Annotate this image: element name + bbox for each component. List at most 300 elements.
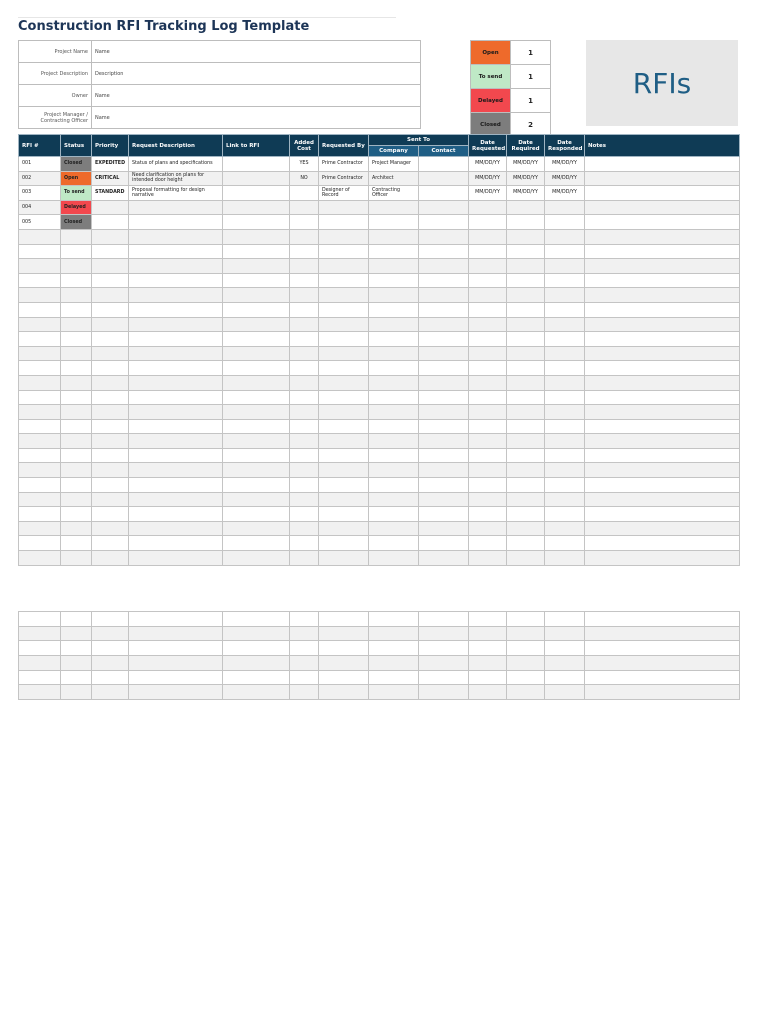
date-responded-cell[interactable] [545, 390, 585, 405]
date-required-cell[interactable] [507, 259, 545, 274]
table-row[interactable] [19, 612, 740, 627]
priority-cell[interactable] [92, 641, 129, 656]
date-requested-cell[interactable] [469, 302, 507, 317]
description-cell[interactable] [129, 332, 223, 347]
date-required-cell[interactable] [507, 507, 545, 522]
priority-cell[interactable] [92, 419, 129, 434]
requested-by-cell[interactable] [319, 273, 369, 288]
company-cell[interactable] [369, 463, 419, 478]
date-responded-cell[interactable] [545, 361, 585, 376]
added-cost-cell[interactable] [290, 463, 319, 478]
rfi-number-cell[interactable] [19, 419, 61, 434]
priority-cell[interactable] [92, 273, 129, 288]
added-cost-cell[interactable] [290, 375, 319, 390]
status-cell[interactable] [61, 375, 92, 390]
priority-cell[interactable] [92, 521, 129, 536]
company-cell[interactable] [369, 244, 419, 259]
date-required-cell[interactable] [507, 670, 545, 685]
date-required-cell[interactable] [507, 200, 545, 215]
date-required-cell[interactable] [507, 478, 545, 493]
date-responded-cell[interactable]: MM/DD/YY [545, 157, 585, 172]
table-row[interactable] [19, 492, 740, 507]
description-cell[interactable] [129, 273, 223, 288]
notes-cell[interactable] [585, 346, 740, 361]
contact-cell[interactable] [419, 521, 469, 536]
date-requested-cell[interactable] [469, 641, 507, 656]
priority-cell[interactable] [92, 302, 129, 317]
date-required-cell[interactable] [507, 288, 545, 303]
contact-cell[interactable] [419, 463, 469, 478]
date-requested-cell[interactable] [469, 478, 507, 493]
contact-cell[interactable] [419, 302, 469, 317]
date-required-cell[interactable] [507, 361, 545, 376]
date-required-cell[interactable] [507, 551, 545, 566]
rfi-number-cell[interactable] [19, 346, 61, 361]
company-cell[interactable] [369, 288, 419, 303]
rfi-number-cell[interactable] [19, 641, 61, 656]
description-cell[interactable] [129, 507, 223, 522]
link-cell[interactable] [223, 259, 290, 274]
added-cost-cell[interactable] [290, 656, 319, 671]
added-cost-cell[interactable] [290, 405, 319, 420]
status-cell[interactable] [61, 346, 92, 361]
date-responded-cell[interactable] [545, 405, 585, 420]
description-cell[interactable] [129, 346, 223, 361]
status-cell[interactable] [61, 244, 92, 259]
rfi-number-cell[interactable]: 001 [19, 157, 61, 172]
table-row[interactable] [19, 670, 740, 685]
priority-cell[interactable] [92, 229, 129, 244]
date-responded-cell[interactable] [545, 419, 585, 434]
date-requested-cell[interactable] [469, 507, 507, 522]
table-row[interactable] [19, 332, 740, 347]
requested-by-cell[interactable] [319, 551, 369, 566]
date-required-cell[interactable] [507, 244, 545, 259]
requested-by-cell[interactable] [319, 536, 369, 551]
date-required-cell[interactable] [507, 229, 545, 244]
link-cell[interactable] [223, 521, 290, 536]
date-required-cell[interactable] [507, 492, 545, 507]
date-required-cell[interactable] [507, 332, 545, 347]
date-requested-cell[interactable]: MM/DD/YY [469, 186, 507, 201]
added-cost-cell[interactable] [290, 346, 319, 361]
table-row[interactable] [19, 186, 740, 201]
company-cell[interactable] [369, 317, 419, 332]
project-manager-value[interactable]: Name [92, 107, 421, 129]
contact-cell[interactable] [419, 656, 469, 671]
notes-cell[interactable] [585, 405, 740, 420]
status-cell[interactable] [61, 332, 92, 347]
company-cell[interactable] [369, 375, 419, 390]
added-cost-cell[interactable] [290, 259, 319, 274]
date-responded-cell[interactable] [545, 612, 585, 627]
table-row[interactable] [19, 626, 740, 641]
table-row[interactable] [19, 200, 740, 215]
link-cell[interactable] [223, 288, 290, 303]
company-cell[interactable] [369, 670, 419, 685]
table-row[interactable] [19, 346, 740, 361]
requested-by-cell[interactable] [319, 685, 369, 700]
requested-by-cell[interactable] [319, 390, 369, 405]
description-cell[interactable] [129, 626, 223, 641]
link-cell[interactable] [223, 361, 290, 376]
date-responded-cell[interactable] [545, 229, 585, 244]
status-cell[interactable] [61, 685, 92, 700]
status-cell[interactable] [61, 463, 92, 478]
added-cost-cell[interactable] [290, 200, 319, 215]
added-cost-cell[interactable] [290, 317, 319, 332]
status-cell[interactable] [61, 507, 92, 522]
status-cell[interactable] [61, 405, 92, 420]
priority-cell[interactable]: EXPEDITED [92, 157, 129, 172]
priority-cell[interactable] [92, 405, 129, 420]
date-responded-cell[interactable] [545, 478, 585, 493]
status-cell[interactable]: Delayed [61, 200, 92, 215]
requested-by-cell[interactable] [319, 521, 369, 536]
date-responded-cell[interactable] [545, 536, 585, 551]
date-responded-cell[interactable] [545, 641, 585, 656]
date-requested-cell[interactable] [469, 390, 507, 405]
priority-cell[interactable] [92, 361, 129, 376]
company-cell[interactable] [369, 536, 419, 551]
requested-by-cell[interactable] [319, 361, 369, 376]
notes-cell[interactable] [585, 507, 740, 522]
requested-by-cell[interactable] [319, 419, 369, 434]
added-cost-cell[interactable] [290, 685, 319, 700]
table-row[interactable] [19, 641, 740, 656]
notes-cell[interactable] [585, 259, 740, 274]
rfi-number-cell[interactable] [19, 405, 61, 420]
rfi-number-cell[interactable] [19, 390, 61, 405]
status-cell[interactable]: To send [61, 186, 92, 201]
priority-cell[interactable] [92, 259, 129, 274]
date-requested-cell[interactable] [469, 551, 507, 566]
notes-cell[interactable] [585, 200, 740, 215]
company-cell[interactable] [369, 419, 419, 434]
requested-by-cell[interactable] [319, 656, 369, 671]
link-cell[interactable] [223, 641, 290, 656]
contact-cell[interactable] [419, 346, 469, 361]
date-requested-cell[interactable] [469, 463, 507, 478]
date-required-cell[interactable] [507, 463, 545, 478]
notes-cell[interactable] [585, 612, 740, 627]
notes-cell[interactable] [585, 244, 740, 259]
rfi-number-cell[interactable] [19, 507, 61, 522]
company-cell[interactable] [369, 302, 419, 317]
date-responded-cell[interactable] [545, 332, 585, 347]
date-requested-cell[interactable] [469, 656, 507, 671]
table-row[interactable] [19, 463, 740, 478]
requested-by-cell[interactable] [319, 507, 369, 522]
notes-cell[interactable] [585, 215, 740, 230]
link-cell[interactable] [223, 157, 290, 172]
status-cell[interactable] [61, 419, 92, 434]
date-responded-cell[interactable] [545, 346, 585, 361]
description-cell[interactable] [129, 302, 223, 317]
company-cell[interactable] [369, 626, 419, 641]
date-requested-cell[interactable] [469, 536, 507, 551]
link-cell[interactable] [223, 390, 290, 405]
owner-value[interactable]: Name [92, 85, 421, 107]
table-row[interactable] [19, 478, 740, 493]
link-cell[interactable] [223, 551, 290, 566]
description-cell[interactable] [129, 200, 223, 215]
table-row[interactable] [19, 317, 740, 332]
description-cell[interactable]: Proposal formatting for design narrative [129, 186, 223, 201]
description-cell[interactable] [129, 478, 223, 493]
added-cost-cell[interactable] [290, 273, 319, 288]
link-cell[interactable] [223, 478, 290, 493]
priority-cell[interactable] [92, 670, 129, 685]
company-cell[interactable] [369, 507, 419, 522]
date-responded-cell[interactable] [545, 375, 585, 390]
status-cell[interactable] [61, 259, 92, 274]
date-responded-cell[interactable] [545, 670, 585, 685]
description-cell[interactable] [129, 463, 223, 478]
requested-by-cell[interactable]: Prime Contractor [319, 157, 369, 172]
rfi-number-cell[interactable] [19, 448, 61, 463]
date-required-cell[interactable] [507, 390, 545, 405]
table-row[interactable] [19, 405, 740, 420]
rfi-number-cell[interactable]: 003 [19, 186, 61, 201]
date-requested-cell[interactable] [469, 259, 507, 274]
date-required-cell[interactable] [507, 641, 545, 656]
description-cell[interactable] [129, 492, 223, 507]
date-requested-cell[interactable]: MM/DD/YY [469, 157, 507, 172]
status-cell[interactable] [61, 626, 92, 641]
notes-cell[interactable] [585, 157, 740, 172]
rfi-number-cell[interactable] [19, 478, 61, 493]
company-cell[interactable] [369, 612, 419, 627]
added-cost-cell[interactable] [290, 244, 319, 259]
status-cell[interactable] [61, 434, 92, 449]
contact-cell[interactable] [419, 200, 469, 215]
notes-cell[interactable] [585, 536, 740, 551]
date-required-cell[interactable] [507, 612, 545, 627]
link-cell[interactable] [223, 419, 290, 434]
contact-cell[interactable] [419, 215, 469, 230]
notes-cell[interactable] [585, 419, 740, 434]
link-cell[interactable] [223, 302, 290, 317]
date-responded-cell[interactable] [545, 626, 585, 641]
rfi-number-cell[interactable] [19, 259, 61, 274]
priority-cell[interactable] [92, 685, 129, 700]
requested-by-cell[interactable] [319, 200, 369, 215]
rfi-number-cell[interactable] [19, 685, 61, 700]
table-row[interactable] [19, 390, 740, 405]
requested-by-cell[interactable] [319, 302, 369, 317]
table-row[interactable] [19, 656, 740, 671]
table-row[interactable] [19, 157, 740, 172]
contact-cell[interactable] [419, 612, 469, 627]
status-cell[interactable] [61, 448, 92, 463]
table-row[interactable] [19, 302, 740, 317]
added-cost-cell[interactable] [290, 215, 319, 230]
date-requested-cell[interactable] [469, 434, 507, 449]
notes-cell[interactable] [585, 375, 740, 390]
rfi-number-cell[interactable] [19, 626, 61, 641]
link-cell[interactable] [223, 244, 290, 259]
date-required-cell[interactable] [507, 346, 545, 361]
date-responded-cell[interactable] [545, 273, 585, 288]
date-required-cell[interactable] [507, 521, 545, 536]
date-requested-cell[interactable] [469, 215, 507, 230]
company-cell[interactable] [369, 215, 419, 230]
requested-by-cell[interactable] [319, 229, 369, 244]
project-description-value[interactable]: Description [92, 63, 421, 85]
description-cell[interactable] [129, 215, 223, 230]
company-cell[interactable] [369, 656, 419, 671]
notes-cell[interactable] [585, 171, 740, 186]
status-cell[interactable] [61, 390, 92, 405]
contact-cell[interactable] [419, 405, 469, 420]
contact-cell[interactable] [419, 551, 469, 566]
rfi-number-cell[interactable]: 002 [19, 171, 61, 186]
company-cell[interactable] [369, 551, 419, 566]
table-row[interactable] [19, 229, 740, 244]
description-cell[interactable] [129, 670, 223, 685]
rfi-number-cell[interactable]: 005 [19, 215, 61, 230]
date-responded-cell[interactable] [545, 244, 585, 259]
date-requested-cell[interactable] [469, 244, 507, 259]
notes-cell[interactable] [585, 186, 740, 201]
added-cost-cell[interactable] [290, 186, 319, 201]
rfi-number-cell[interactable] [19, 229, 61, 244]
status-cell[interactable] [61, 288, 92, 303]
company-cell[interactable] [369, 641, 419, 656]
contact-cell[interactable] [419, 288, 469, 303]
date-required-cell[interactable] [507, 626, 545, 641]
project-name-value[interactable]: Name [92, 41, 421, 63]
link-cell[interactable] [223, 670, 290, 685]
status-cell[interactable] [61, 317, 92, 332]
date-required-cell[interactable] [507, 273, 545, 288]
link-cell[interactable] [223, 685, 290, 700]
requested-by-cell[interactable] [319, 215, 369, 230]
date-responded-cell[interactable] [545, 492, 585, 507]
notes-cell[interactable] [585, 685, 740, 700]
added-cost-cell[interactable] [290, 390, 319, 405]
status-cell[interactable]: Closed [61, 157, 92, 172]
rfi-number-cell[interactable] [19, 317, 61, 332]
description-cell[interactable] [129, 288, 223, 303]
added-cost-cell[interactable] [290, 361, 319, 376]
link-cell[interactable] [223, 536, 290, 551]
date-required-cell[interactable] [507, 375, 545, 390]
contact-cell[interactable] [419, 157, 469, 172]
date-responded-cell[interactable] [545, 200, 585, 215]
requested-by-cell[interactable] [319, 626, 369, 641]
company-cell[interactable] [369, 361, 419, 376]
date-responded-cell[interactable] [545, 551, 585, 566]
contact-cell[interactable] [419, 685, 469, 700]
company-cell[interactable] [369, 405, 419, 420]
date-requested-cell[interactable] [469, 405, 507, 420]
requested-by-cell[interactable] [319, 259, 369, 274]
added-cost-cell[interactable] [290, 612, 319, 627]
date-required-cell[interactable] [507, 419, 545, 434]
date-responded-cell[interactable] [545, 463, 585, 478]
date-responded-cell[interactable] [545, 259, 585, 274]
priority-cell[interactable] [92, 507, 129, 522]
added-cost-cell[interactable] [290, 302, 319, 317]
link-cell[interactable] [223, 332, 290, 347]
priority-cell[interactable] [92, 244, 129, 259]
added-cost-cell[interactable] [290, 332, 319, 347]
rfi-number-cell[interactable] [19, 551, 61, 566]
date-responded-cell[interactable] [545, 685, 585, 700]
requested-by-cell[interactable] [319, 612, 369, 627]
added-cost-cell[interactable] [290, 229, 319, 244]
added-cost-cell[interactable] [290, 492, 319, 507]
requested-by-cell[interactable]: Designer of Record [319, 186, 369, 201]
status-cell[interactable] [61, 670, 92, 685]
company-cell[interactable]: Contracting Officer [369, 186, 419, 201]
added-cost-cell[interactable] [290, 507, 319, 522]
notes-cell[interactable] [585, 390, 740, 405]
rfi-number-cell[interactable] [19, 612, 61, 627]
notes-cell[interactable] [585, 656, 740, 671]
notes-cell[interactable] [585, 448, 740, 463]
table-row[interactable] [19, 273, 740, 288]
description-cell[interactable] [129, 317, 223, 332]
description-cell[interactable] [129, 361, 223, 376]
notes-cell[interactable] [585, 641, 740, 656]
date-responded-cell[interactable]: MM/DD/YY [545, 171, 585, 186]
company-cell[interactable] [369, 346, 419, 361]
description-cell[interactable]: Need clarification on plans for intended door height [129, 171, 223, 186]
description-cell[interactable] [129, 521, 223, 536]
requested-by-cell[interactable]: Prime Contractor [319, 171, 369, 186]
company-cell[interactable] [369, 478, 419, 493]
date-requested-cell[interactable] [469, 492, 507, 507]
notes-cell[interactable] [585, 229, 740, 244]
date-requested-cell[interactable] [469, 288, 507, 303]
link-cell[interactable] [223, 273, 290, 288]
table-row[interactable] [19, 375, 740, 390]
notes-cell[interactable] [585, 626, 740, 641]
date-requested-cell[interactable] [469, 200, 507, 215]
date-responded-cell[interactable] [545, 302, 585, 317]
priority-cell[interactable] [92, 463, 129, 478]
requested-by-cell[interactable] [319, 478, 369, 493]
description-cell[interactable] [129, 390, 223, 405]
link-cell[interactable] [223, 346, 290, 361]
rfi-number-cell[interactable] [19, 288, 61, 303]
status-cell[interactable] [61, 521, 92, 536]
contact-cell[interactable] [419, 332, 469, 347]
contact-cell[interactable] [419, 186, 469, 201]
description-cell[interactable] [129, 244, 223, 259]
description-cell[interactable] [129, 551, 223, 566]
date-requested-cell[interactable] [469, 612, 507, 627]
added-cost-cell[interactable] [290, 551, 319, 566]
notes-cell[interactable] [585, 463, 740, 478]
description-cell[interactable] [129, 448, 223, 463]
description-cell[interactable] [129, 612, 223, 627]
priority-cell[interactable] [92, 536, 129, 551]
date-responded-cell[interactable] [545, 521, 585, 536]
company-cell[interactable] [369, 492, 419, 507]
table-row[interactable] [19, 685, 740, 700]
priority-cell[interactable] [92, 375, 129, 390]
contact-cell[interactable] [419, 641, 469, 656]
added-cost-cell[interactable] [290, 521, 319, 536]
rfi-number-cell[interactable] [19, 492, 61, 507]
priority-cell[interactable]: CRITICAL [92, 171, 129, 186]
company-cell[interactable] [369, 200, 419, 215]
contact-cell[interactable] [419, 259, 469, 274]
